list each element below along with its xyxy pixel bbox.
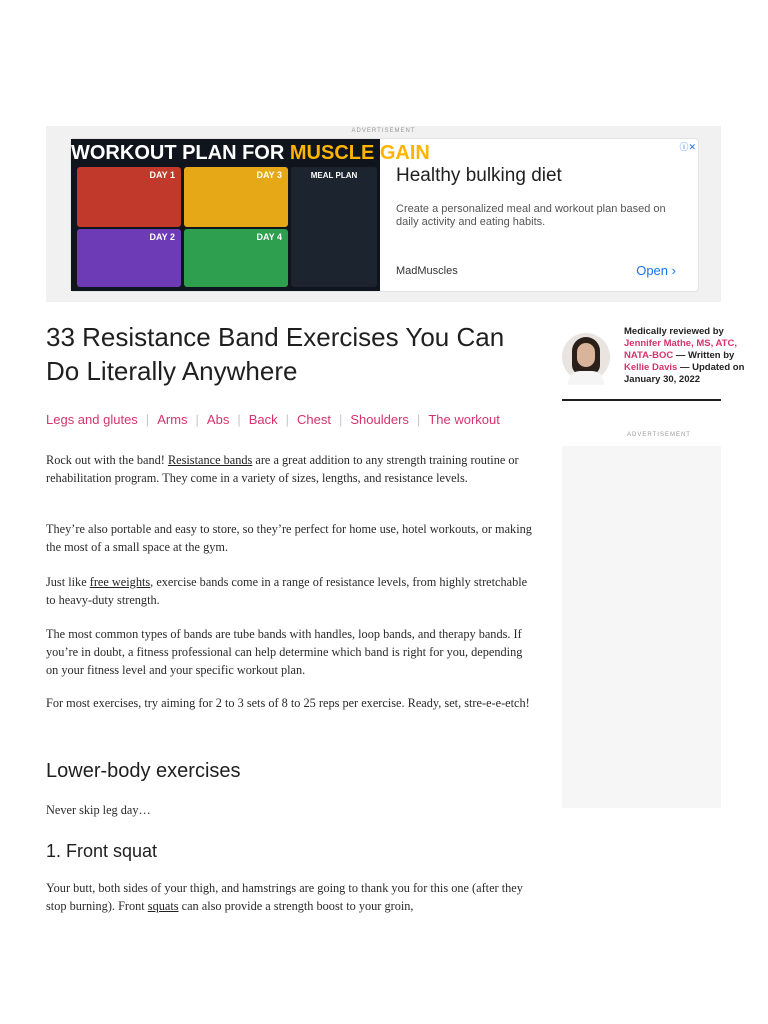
jump-link-shoulders[interactable]: Shoulders xyxy=(350,412,409,427)
ad-choices-icon[interactable]: ⓘ✕ xyxy=(679,142,696,152)
ad-image-title: WORKOUT PLAN FOR MUSCLE GAIN xyxy=(71,142,430,164)
article-title: 33 Resistance Band Exercises You Can Do Literally Anywhere xyxy=(46,322,505,386)
intro-paragraph-1: Rock out with the band! Resistance bands are a great addition to any strength training routine or rehabilitation program. They come in a variety of sizes, lengths, and resistance levels. xyxy=(46,453,519,485)
reviewer-name-link[interactable]: Jennifer Mathe, MS, ATC, xyxy=(624,338,737,349)
intro-paragraph-2: They’re also portable and easy to store, so they’re perfect for home use, hotel workouts, or making the most of a small space at the gym. xyxy=(46,522,532,554)
jump-link-arms[interactable]: Arms xyxy=(157,412,188,427)
day3-panel: DAY 3 xyxy=(184,167,288,227)
resistance-bands-link[interactable]: Resistance bands xyxy=(167,453,253,467)
author-link[interactable]: Kellie Davis xyxy=(624,362,678,373)
intro-paragraph-5: For most exercises, try aiming for 2 to 3 sets of 8 to 25 reps per exercise. Ready, set, stre-e-e-etch! xyxy=(46,696,530,710)
ad-card[interactable] xyxy=(70,138,699,292)
front-squat-text: Your butt, both sides of your thigh, and hamstrings are going to thank you for this one (after they stop burning). Front squats can also provide a strength boost to your groin, xyxy=(46,881,523,913)
jump-link-back[interactable]: Back xyxy=(248,412,278,427)
lower-body-intro: Never skip leg day… xyxy=(46,803,151,817)
squats-link[interactable]: squats xyxy=(147,899,179,913)
reviewer-info: Medically reviewed by Jennifer Mathe, MS, ATC, NATA-BOC — Written by Kellie Davis — Updated on January 30, 2022 xyxy=(624,326,745,385)
updated-date: January 30, 2022 xyxy=(624,374,701,385)
chevron-right-icon: › xyxy=(671,263,676,278)
ad-body xyxy=(396,139,698,291)
avatar xyxy=(562,333,610,381)
reviewer-box xyxy=(562,324,745,401)
side-ad-placeholder xyxy=(562,446,721,808)
front-squat-heading: 1. Front squat xyxy=(46,841,158,861)
day1-panel: DAY 1 xyxy=(77,167,181,227)
top-ad-banner xyxy=(46,126,721,302)
lower-body-heading: Lower-body exercises xyxy=(46,760,241,782)
meal-plan-panel: MEAL PLAN xyxy=(291,167,377,287)
day2-panel: DAY 2 xyxy=(77,229,181,287)
ad-label: ADVERTISEMENT xyxy=(351,128,416,134)
intro-paragraph-3: Just like free weights, exercise bands come in a range of resistance levels, from highly stretchable to heavy-duty strength. xyxy=(46,575,528,607)
side-ad-label: ADVERTISEMENT xyxy=(627,432,691,438)
jump-link-abs[interactable]: Abs xyxy=(206,412,230,427)
intro-paragraph-4: The most common types of bands are tube bands with handles, loop bands, and therapy bands. If you’re in doubt, a fitness professional can help determine which band is right for you, depending on your fitness level and your specific workout plan. xyxy=(46,627,523,677)
jump-links-nav: Legs and glutes | Arms | Abs | Back | Chest | Shoulders | The workout xyxy=(46,412,500,427)
day4-panel: DAY 4 xyxy=(184,229,288,287)
ad-brand: MadMuscles xyxy=(396,265,458,277)
jump-link-chest[interactable]: Chest xyxy=(297,412,331,427)
free-weights-link[interactable]: free weights xyxy=(89,575,151,589)
jump-link-workout[interactable]: The workout xyxy=(428,412,500,427)
ad-headline[interactable]: Healthy bulking diet xyxy=(396,165,562,186)
ad-description: Create a personalized meal and workout plan based on daily activity and eating habits. xyxy=(396,203,666,228)
ad-open-button[interactable]: Open › xyxy=(636,263,676,278)
jump-link-legs[interactable]: Legs and glutes xyxy=(46,412,138,427)
